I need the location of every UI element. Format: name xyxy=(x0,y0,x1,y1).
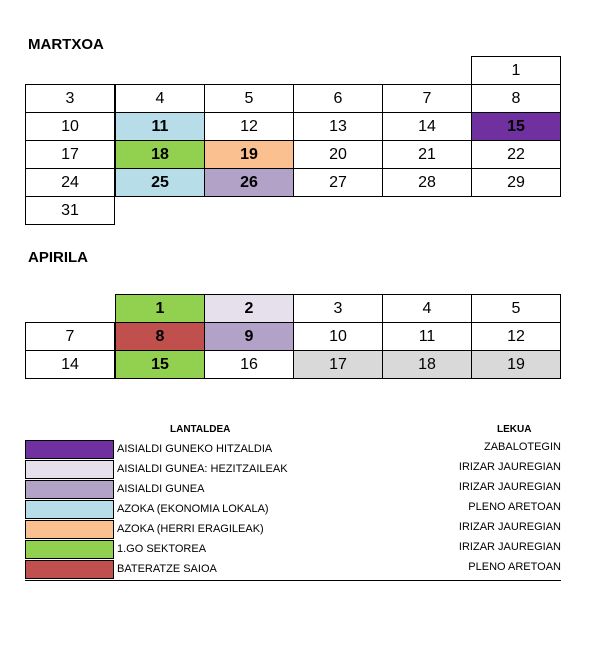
legend-header-place: LEKUA xyxy=(497,424,532,435)
day-cell: 17 xyxy=(293,350,383,379)
day-cell: 10 xyxy=(25,112,115,141)
day-cell: 4 xyxy=(115,84,205,113)
day-cell: 31 xyxy=(25,196,115,225)
legend-place: IRIZAR JAUREGIAN xyxy=(458,481,561,493)
legend-place: PLENO ARETOAN xyxy=(468,561,561,573)
day-cell: 1 xyxy=(471,56,561,85)
day-cell: 3 xyxy=(293,294,383,323)
day-cell: 15 xyxy=(471,112,561,141)
day-cell: 16 xyxy=(204,350,294,379)
legend-label: AZOKA (HERRI ERAGILEAK) xyxy=(117,523,264,535)
legend-label: AISIALDI GUNEA: HEZITZAILEAK xyxy=(117,463,288,475)
day-cell: 19 xyxy=(204,140,294,169)
day-cell: 8 xyxy=(115,322,205,351)
day-cell: 6 xyxy=(293,84,383,113)
legend-label: AISIALDI GUNEKO HITZALDIA xyxy=(117,443,273,455)
day-cell: 7 xyxy=(25,322,115,351)
legend-swatch xyxy=(25,560,114,579)
day-cell: 22 xyxy=(471,140,561,169)
day-cell: 12 xyxy=(471,322,561,351)
legend-place: PLENO ARETOAN xyxy=(468,501,561,513)
day-cell: 25 xyxy=(115,168,205,197)
day-cell: 27 xyxy=(293,168,383,197)
day-cell: 12 xyxy=(204,112,294,141)
legend-place: ZABALOTEGIN xyxy=(483,441,561,453)
day-cell: 14 xyxy=(382,112,472,141)
day-cell: 19 xyxy=(471,350,561,379)
legend-place: IRIZAR JAUREGIAN xyxy=(458,461,561,473)
legend-swatch xyxy=(25,480,114,499)
day-cell: 24 xyxy=(25,168,115,197)
day-cell: 21 xyxy=(382,140,472,169)
day-cell: 2 xyxy=(204,294,294,323)
legend-label: AISIALDI GUNEA xyxy=(117,483,205,495)
day-cell: 17 xyxy=(25,140,115,169)
day-cell: 18 xyxy=(382,350,472,379)
day-cell: 5 xyxy=(471,294,561,323)
day-cell: 18 xyxy=(115,140,205,169)
month-title-martxoa: MARTXOA xyxy=(28,36,104,53)
day-cell: 10 xyxy=(293,322,383,351)
day-cell: 28 xyxy=(382,168,472,197)
day-cell: 9 xyxy=(204,322,294,351)
legend-swatch xyxy=(25,500,114,519)
day-cell: 11 xyxy=(115,112,205,141)
legend-label: 1.GO SEKTOREA xyxy=(117,543,207,555)
legend-swatch xyxy=(25,540,114,559)
day-cell: 14 xyxy=(25,350,115,379)
day-cell: 15 xyxy=(115,350,205,379)
legend-swatch xyxy=(25,440,114,459)
legend-swatch xyxy=(25,520,114,539)
day-cell: 5 xyxy=(204,84,294,113)
legend-swatch xyxy=(25,460,114,479)
day-cell: 8 xyxy=(471,84,561,113)
day-cell: 4 xyxy=(382,294,472,323)
day-cell: 26 xyxy=(204,168,294,197)
month-title-apirila: APIRILA xyxy=(28,249,88,266)
day-cell: 13 xyxy=(293,112,383,141)
legend-label: AZOKA (EKONOMIA LOKALA) xyxy=(117,503,269,515)
legend-bottom-line xyxy=(25,580,561,581)
legend-label: BATERATZE SAIOA xyxy=(117,563,217,575)
day-cell: 3 xyxy=(25,84,115,113)
legend-header-activity: LANTALDEA xyxy=(170,424,231,435)
day-cell: 29 xyxy=(471,168,561,197)
day-cell: 11 xyxy=(382,322,472,351)
legend-place: IRIZAR JAUREGIAN xyxy=(458,521,561,533)
day-cell: 1 xyxy=(115,294,205,323)
day-cell: 7 xyxy=(382,84,472,113)
day-cell: 20 xyxy=(293,140,383,169)
legend-place: IRIZAR JAUREGIAN xyxy=(458,541,561,553)
